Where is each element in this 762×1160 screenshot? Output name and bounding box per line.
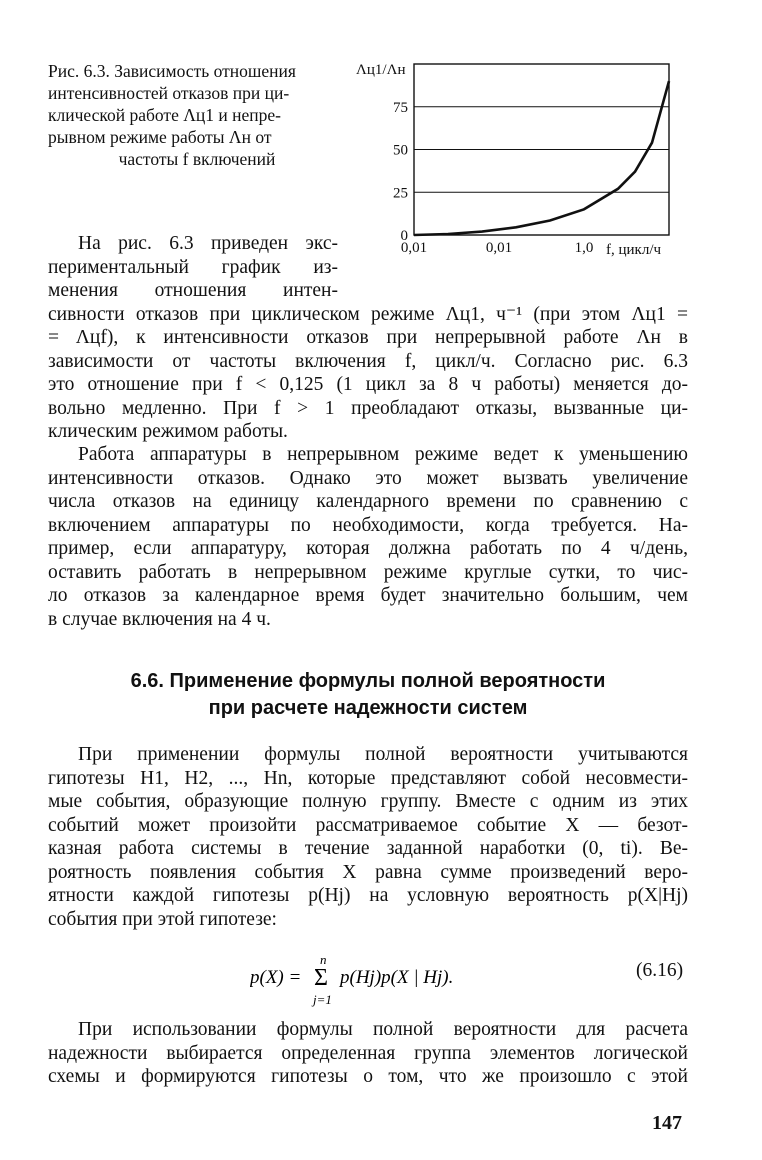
- formula-lhs: p(X) =: [250, 967, 302, 988]
- figure-caption: [48, 60, 346, 170]
- paragraph-4: [48, 1018, 688, 1089]
- chart-x-ticks: [401, 240, 594, 256]
- text-line: мые события, образующие полную группу. Вместе с одним из этих: [48, 791, 688, 812]
- y-tick-label: 25: [393, 185, 408, 202]
- y-tick-label: 50: [393, 142, 408, 159]
- text-line: гипотезы H1, H2, ..., Hn, которые представляют собой несовмести-: [48, 767, 688, 789]
- text-line: При использовании формулы полной вероятности для расчета: [78, 1019, 688, 1040]
- text-line: событий может произойти рассматриваемое событие X — безот-: [48, 814, 688, 836]
- text-line: включением аппаратуры по необходимости, когда требуется. На-: [48, 514, 688, 536]
- chart-y-axis-label: Λц1/Λн: [356, 62, 406, 78]
- text-line: При применении формулы полной вероятности учитываются: [78, 744, 688, 765]
- text-line: ятности каждой гипотезы p(Hj) на условную вероятность p(X|Hj): [48, 885, 688, 906]
- text-line: На рис. 6.3 приведен экс-: [78, 233, 338, 254]
- text-line: оставить работать в непрерывном режиме круглые сутки, то чис-: [48, 561, 688, 583]
- failure-ratio-chart: [344, 52, 714, 277]
- text-line: схемы и формируются гипотезы о том, что же произошло с этой: [48, 1066, 688, 1087]
- total-probability-formula: [250, 952, 550, 1008]
- text-line: = Λцf), к интенсивности отказов при непрерывной работе Λн в: [48, 327, 688, 348]
- text-line: сивности отказов при циклическом режиме Λц1, ч⁻¹ (при этом Λц1 =: [48, 303, 688, 325]
- text-line: периментальный график из-: [48, 256, 338, 278]
- formula-rhs: p(Hj)p(X | Hj).: [340, 967, 454, 988]
- text-line: менения отношения интен-: [48, 280, 338, 301]
- text-line: пример, если аппаратуру, которая должна работать по 4 ч/день,: [48, 538, 688, 559]
- section-title-line: 6.6. Применение формулы полной вероятности: [130, 670, 606, 692]
- x-tick-label: 1,0: [574, 240, 594, 256]
- y-tick-label: 75: [393, 99, 408, 116]
- paragraph-1: [48, 303, 688, 444]
- paragraph-2: [48, 443, 688, 631]
- formula-sum-sign: Σ: [314, 965, 328, 991]
- caption-line: клической работе Λц1 и непре-: [48, 105, 281, 125]
- x-tick-label: 0,01: [485, 240, 513, 256]
- section-title-line: при расчете надежности систем: [208, 697, 528, 719]
- chart-x-axis-label: f, цикл/ч: [606, 242, 662, 258]
- formula-upper-limit: n: [320, 952, 327, 967]
- page-number: 147: [652, 1112, 682, 1134]
- formula-lower-limit: j=1: [313, 992, 332, 1007]
- section-heading: [48, 668, 688, 722]
- text-line: в случае включения на 4 ч.: [48, 608, 271, 630]
- text-line: казная работа системы в течение заданной наработки (0, ti). Ве-: [48, 838, 688, 859]
- text-line: числа отказов на единицу календарного времени по сравнению с: [48, 491, 688, 512]
- chart-y-ticks: [393, 100, 408, 244]
- text-line: роятность появления события X равна сумме произведений веро-: [48, 861, 688, 883]
- paragraph-3: [48, 743, 688, 931]
- text-line: вольно медленно. При f > 1 преобладают отказы, вызванные ци-: [48, 397, 688, 419]
- intro-text: [48, 232, 338, 303]
- caption-line: рывном режиме работы Λн от: [48, 127, 272, 147]
- chart-series-line: [414, 81, 669, 235]
- text-line: клическим режимом работы.: [48, 421, 288, 442]
- text-line: зависимости от частоты включения f, цикл/ч. Согласно рис. 6.3: [48, 350, 688, 372]
- chart-grid: [414, 64, 669, 235]
- text-line: Работа аппаратуры в непрерывном режиме ведет к уменьшению: [78, 444, 688, 465]
- equation-number: (6.16): [636, 960, 684, 981]
- text-line: интенсивности отказов. Однако это может вызвать увеличение: [48, 467, 688, 489]
- caption-line: Рис. 6.3. Зависимость отношения: [48, 61, 296, 81]
- caption-line: интенсивностей отказов при ци-: [48, 83, 290, 103]
- text-line: это отношение при f < 0,125 (1 цикл за 8 ч работы) меняется до-: [48, 374, 688, 395]
- caption-line: частоты f включений: [118, 149, 276, 169]
- y-tick-label: 0: [400, 228, 408, 244]
- text-line: ло отказов за календарное время будет значительно большим, чем: [48, 585, 688, 606]
- text-line: события при этой гипотезе:: [48, 908, 277, 930]
- x-tick-label: 0,01: [400, 240, 428, 256]
- text-line: надежности выбирается определенная группа элементов логической: [48, 1042, 688, 1064]
